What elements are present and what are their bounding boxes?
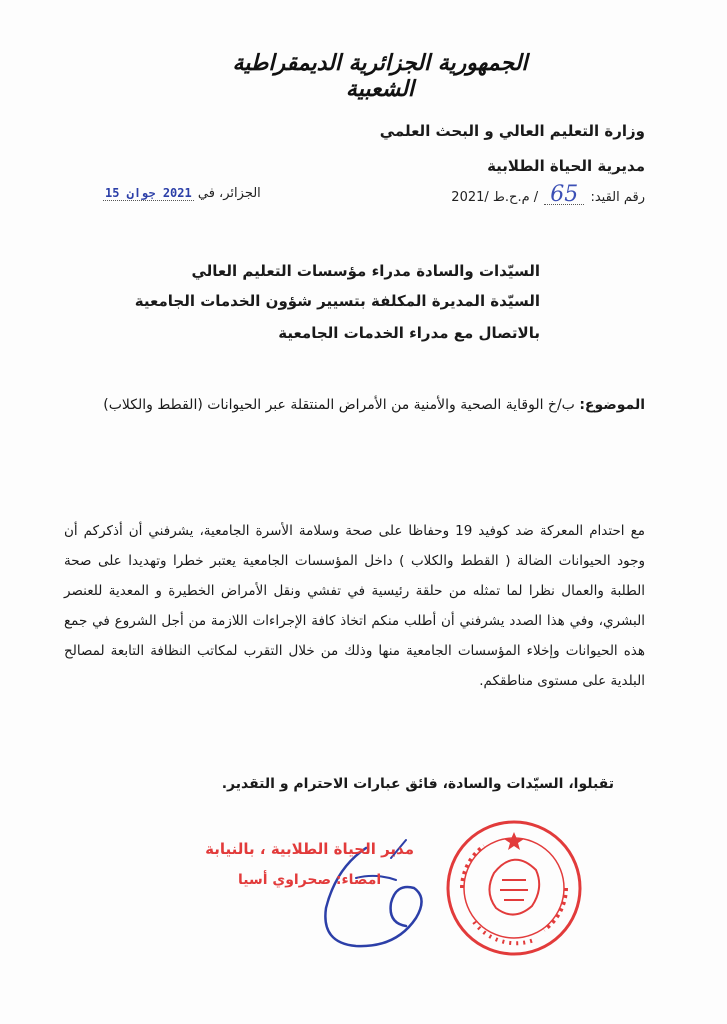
reference-suffix: / م.ح.ط /2021	[451, 190, 539, 205]
reference-number: 65	[544, 186, 584, 205]
closing-line: تقبلوا، السيّدات والسادة، فائق عبارات الاحترام و التقدير.	[221, 776, 614, 792]
date-stamp: 2021 جوان 15	[105, 186, 192, 200]
official-stamp-icon	[444, 818, 584, 958]
addressee-line: بالاتصال مع مدراء الخدمات الجامعية	[278, 324, 540, 342]
subject-line	[103, 397, 645, 413]
signature-title: مدير الحياة الطلابية ، بالنيابة	[205, 840, 414, 858]
letter-body: مع احتدام المعركة ضد كوفيد 19 وحفاظا على صحة وسلامة الأسرة الجامعية، يشرفني أن أذكركم أن وجود الحيوانات الضالة ( القطط والكلاب ) داخل المؤسسات الجامعية يعتبر خطرا وتهديدا على صحة الطلبة والعمال نظرا لما تمثله من حلقة رئيسية في تفشي ونقل الأمراض الخطيرة و المعدية للعنصر البشري، وفي هذا الصدد يشرفني أن أطلب منكم اتخاذ كافة الإجراءات اللازمة من أجل الشروع في جمع هذه الحيوانات وإخلاء المؤسسات الجامعية منها وذلك من خلال التقرب لمكاتب النظافة التابعة لمصالح البلدية على مستوى مناطقكم.	[64, 523, 645, 689]
subject-text: ب/خ الوقاية الصحية والأمنية من الأمراض المنتقلة عبر الحيوانات (القطط والكلاب)	[103, 397, 575, 413]
subject-label: الموضوع:	[579, 397, 645, 413]
ministry-name: وزارة التعليم العالي و البحث العلمي	[379, 122, 645, 140]
addressee-line: السيّدة المديرة المكلفة بتسيير شؤون الخدمات الجامعية	[134, 292, 540, 310]
place-prefix: الجزائر، في	[197, 186, 261, 201]
directorate-name: مديرية الحياة الطلابية	[487, 157, 645, 175]
republic-header: الجمهورية الجزائرية الديمقراطية الشعبية	[232, 50, 528, 102]
place-date-line	[103, 186, 261, 201]
signature-name: امضاء: صحراوي أسيا	[237, 872, 382, 888]
addressee-line: السيّدات والسادة مدراء مؤسسات التعليم العالي	[191, 262, 540, 280]
reference-line	[451, 182, 645, 207]
signature-block	[205, 840, 414, 888]
reference-label: رقم القيد:	[590, 190, 645, 205]
